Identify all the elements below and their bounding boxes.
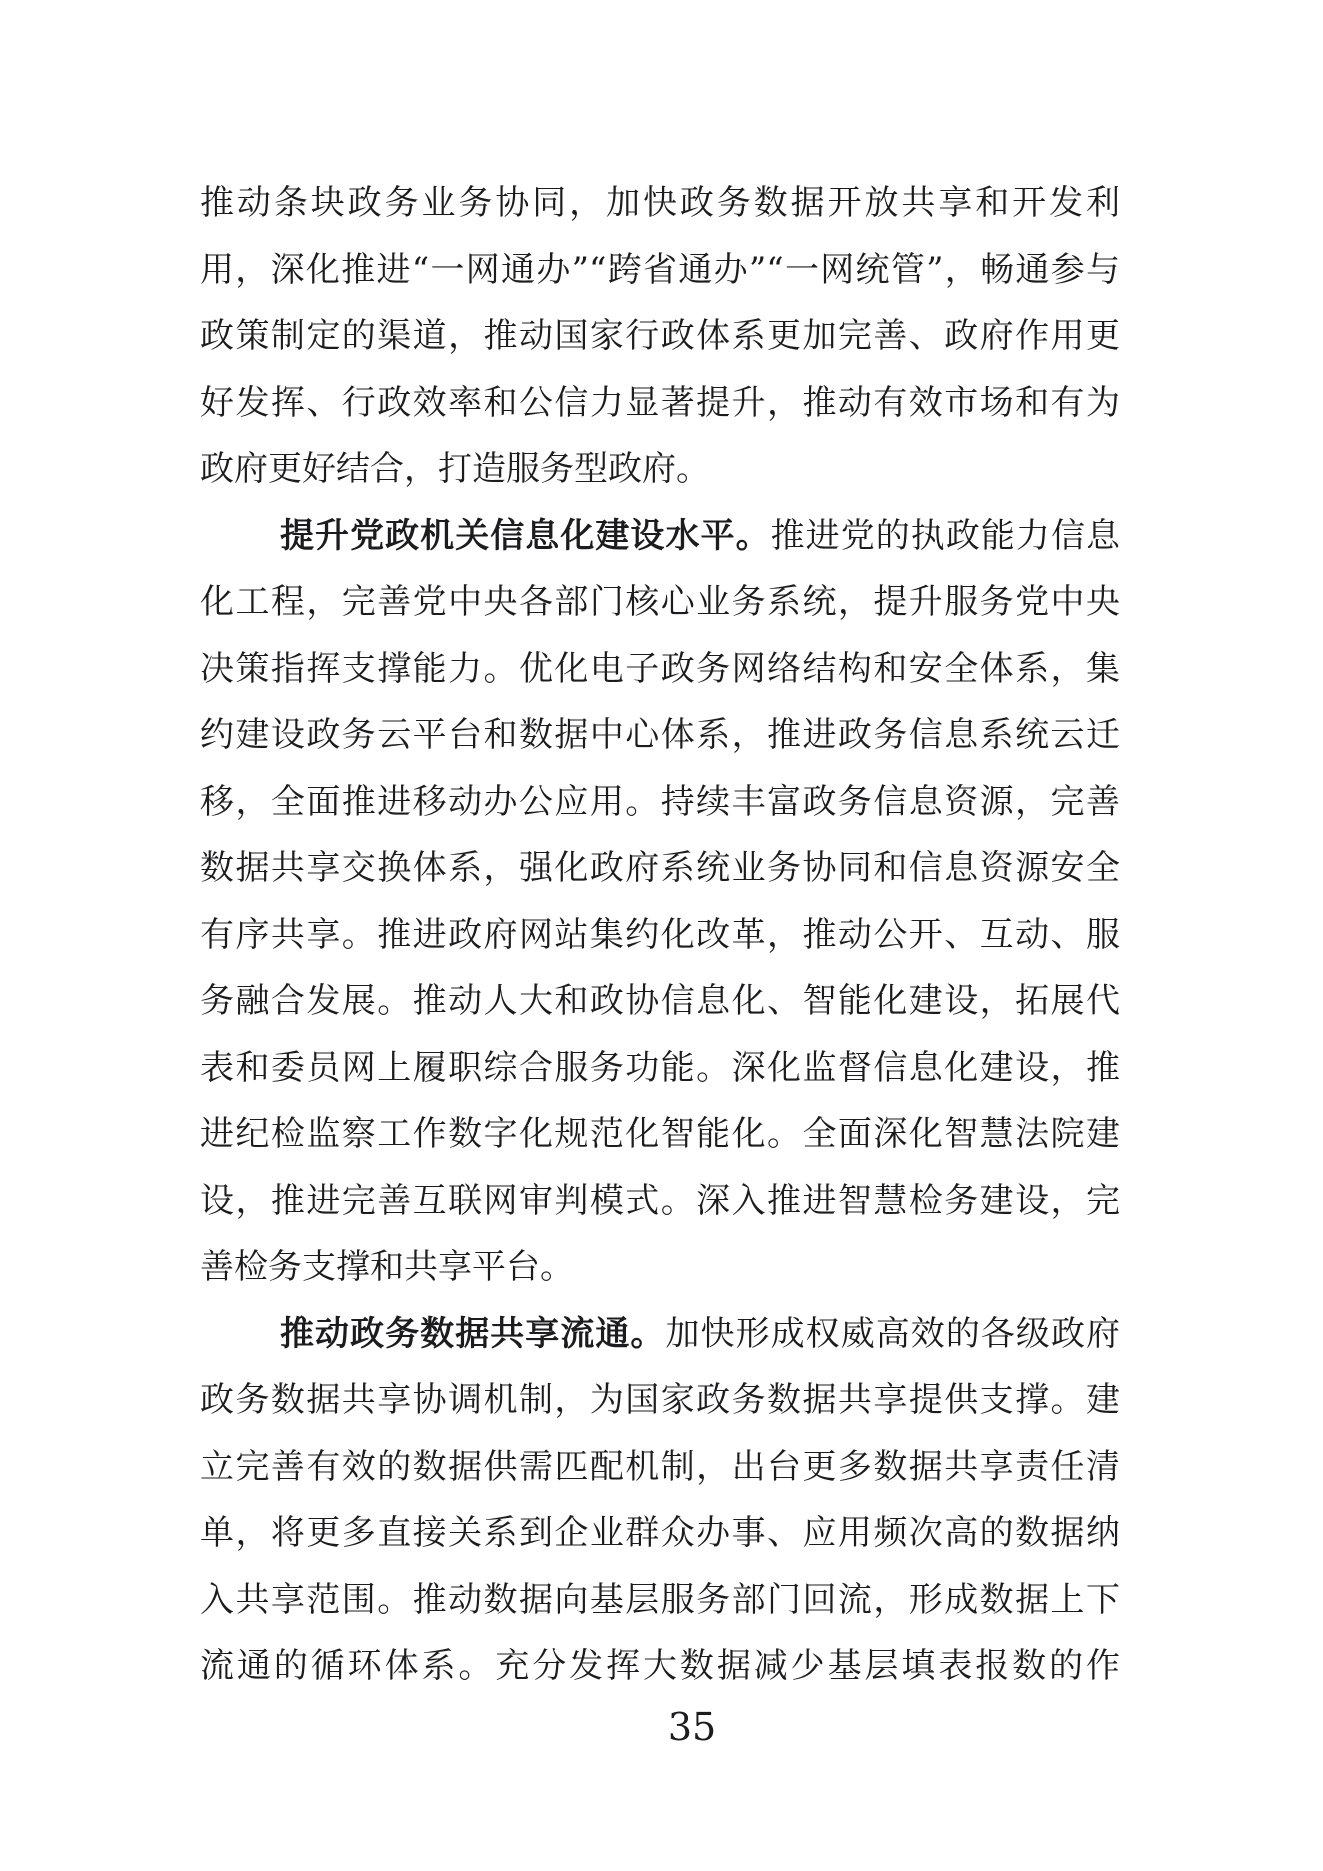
text-line bbox=[200, 503, 1120, 570]
page-body-text bbox=[200, 170, 1120, 1700]
text-line: 移，全面推进移动办公应用。持续丰富政务信息资源，完善 bbox=[200, 781, 1120, 822]
text-line: 善检务支撑和共享平台。 bbox=[200, 1247, 574, 1287]
paragraph-heading: 提升党政机关信息化建设水平。 bbox=[280, 515, 771, 556]
text-line: 用，深化推进“一网通办”“跨省通办”“一网统管”，畅通参与 bbox=[200, 249, 1120, 290]
text-line: 单，将更多直接关系到企业群众办事、应用频次高的数据纳 bbox=[200, 1513, 1120, 1553]
text-line: 表和委员网上履职综合服务功能。深化监督信息化建设，推 bbox=[200, 1047, 1120, 1088]
text-line: 政策制定的渠道，推动国家行政体系更加完善、政府作用更 bbox=[200, 316, 1120, 356]
text-line: 有序共享。推进政府网站集约化改革，推动公开、互动、服 bbox=[200, 914, 1120, 955]
text-line: 化工程，完善党中央各部门核心业务系统，提升服务党中央 bbox=[200, 582, 1120, 622]
text-line: 设，推进完善互联网审判模式。深入推进智慧检务建设，完 bbox=[200, 1180, 1120, 1221]
text-line: 入共享范围。推动数据向基层服务部门回流，形成数据上下 bbox=[200, 1579, 1120, 1620]
text-line bbox=[200, 1301, 1120, 1368]
text-line: 决策指挥支撑能力。优化电子政务网络结构和安全体系，集 bbox=[200, 648, 1120, 689]
text-line: 流通的循环体系。充分发挥大数据减少基层填表报数的作 bbox=[200, 1646, 1120, 1686]
text-line: 约建设政务云平台和数据中心体系，推进政务信息系统云迁 bbox=[200, 715, 1120, 755]
text-line: 务融合发展。推动人大和政协信息化、智能化建设，拓展代 bbox=[200, 981, 1120, 1021]
text-line: 数据共享交换体系，强化政府系统业务协同和信息资源安全 bbox=[200, 848, 1120, 888]
paragraph-body-start: 推进党的执政能力信息 bbox=[770, 515, 1120, 556]
text-line: 立完善有效的数据供需匹配机制，出台更多数据共享责任清 bbox=[200, 1446, 1120, 1487]
text-line: 政府更好结合，打造服务型政府。 bbox=[200, 449, 710, 489]
text-line: 进纪检监察工作数字化规范化智能化。全面深化智慧法院建 bbox=[200, 1114, 1120, 1154]
page-number: 35 bbox=[667, 1705, 717, 1749]
text-line: 好发挥、行政效率和公信力显著提升，推动有效市场和有为 bbox=[200, 382, 1120, 423]
text-line: 推动条块政务业务协同，加快政务数据开放共享和开发利 bbox=[200, 183, 1120, 223]
paragraph-body-start: 加快形成权威高效的各级政府 bbox=[665, 1313, 1121, 1354]
paragraph-heading: 推动政务数据共享流通。 bbox=[280, 1313, 666, 1354]
text-line: 政务数据共享协调机制，为国家政务数据共享提供支撑。建 bbox=[200, 1380, 1120, 1420]
